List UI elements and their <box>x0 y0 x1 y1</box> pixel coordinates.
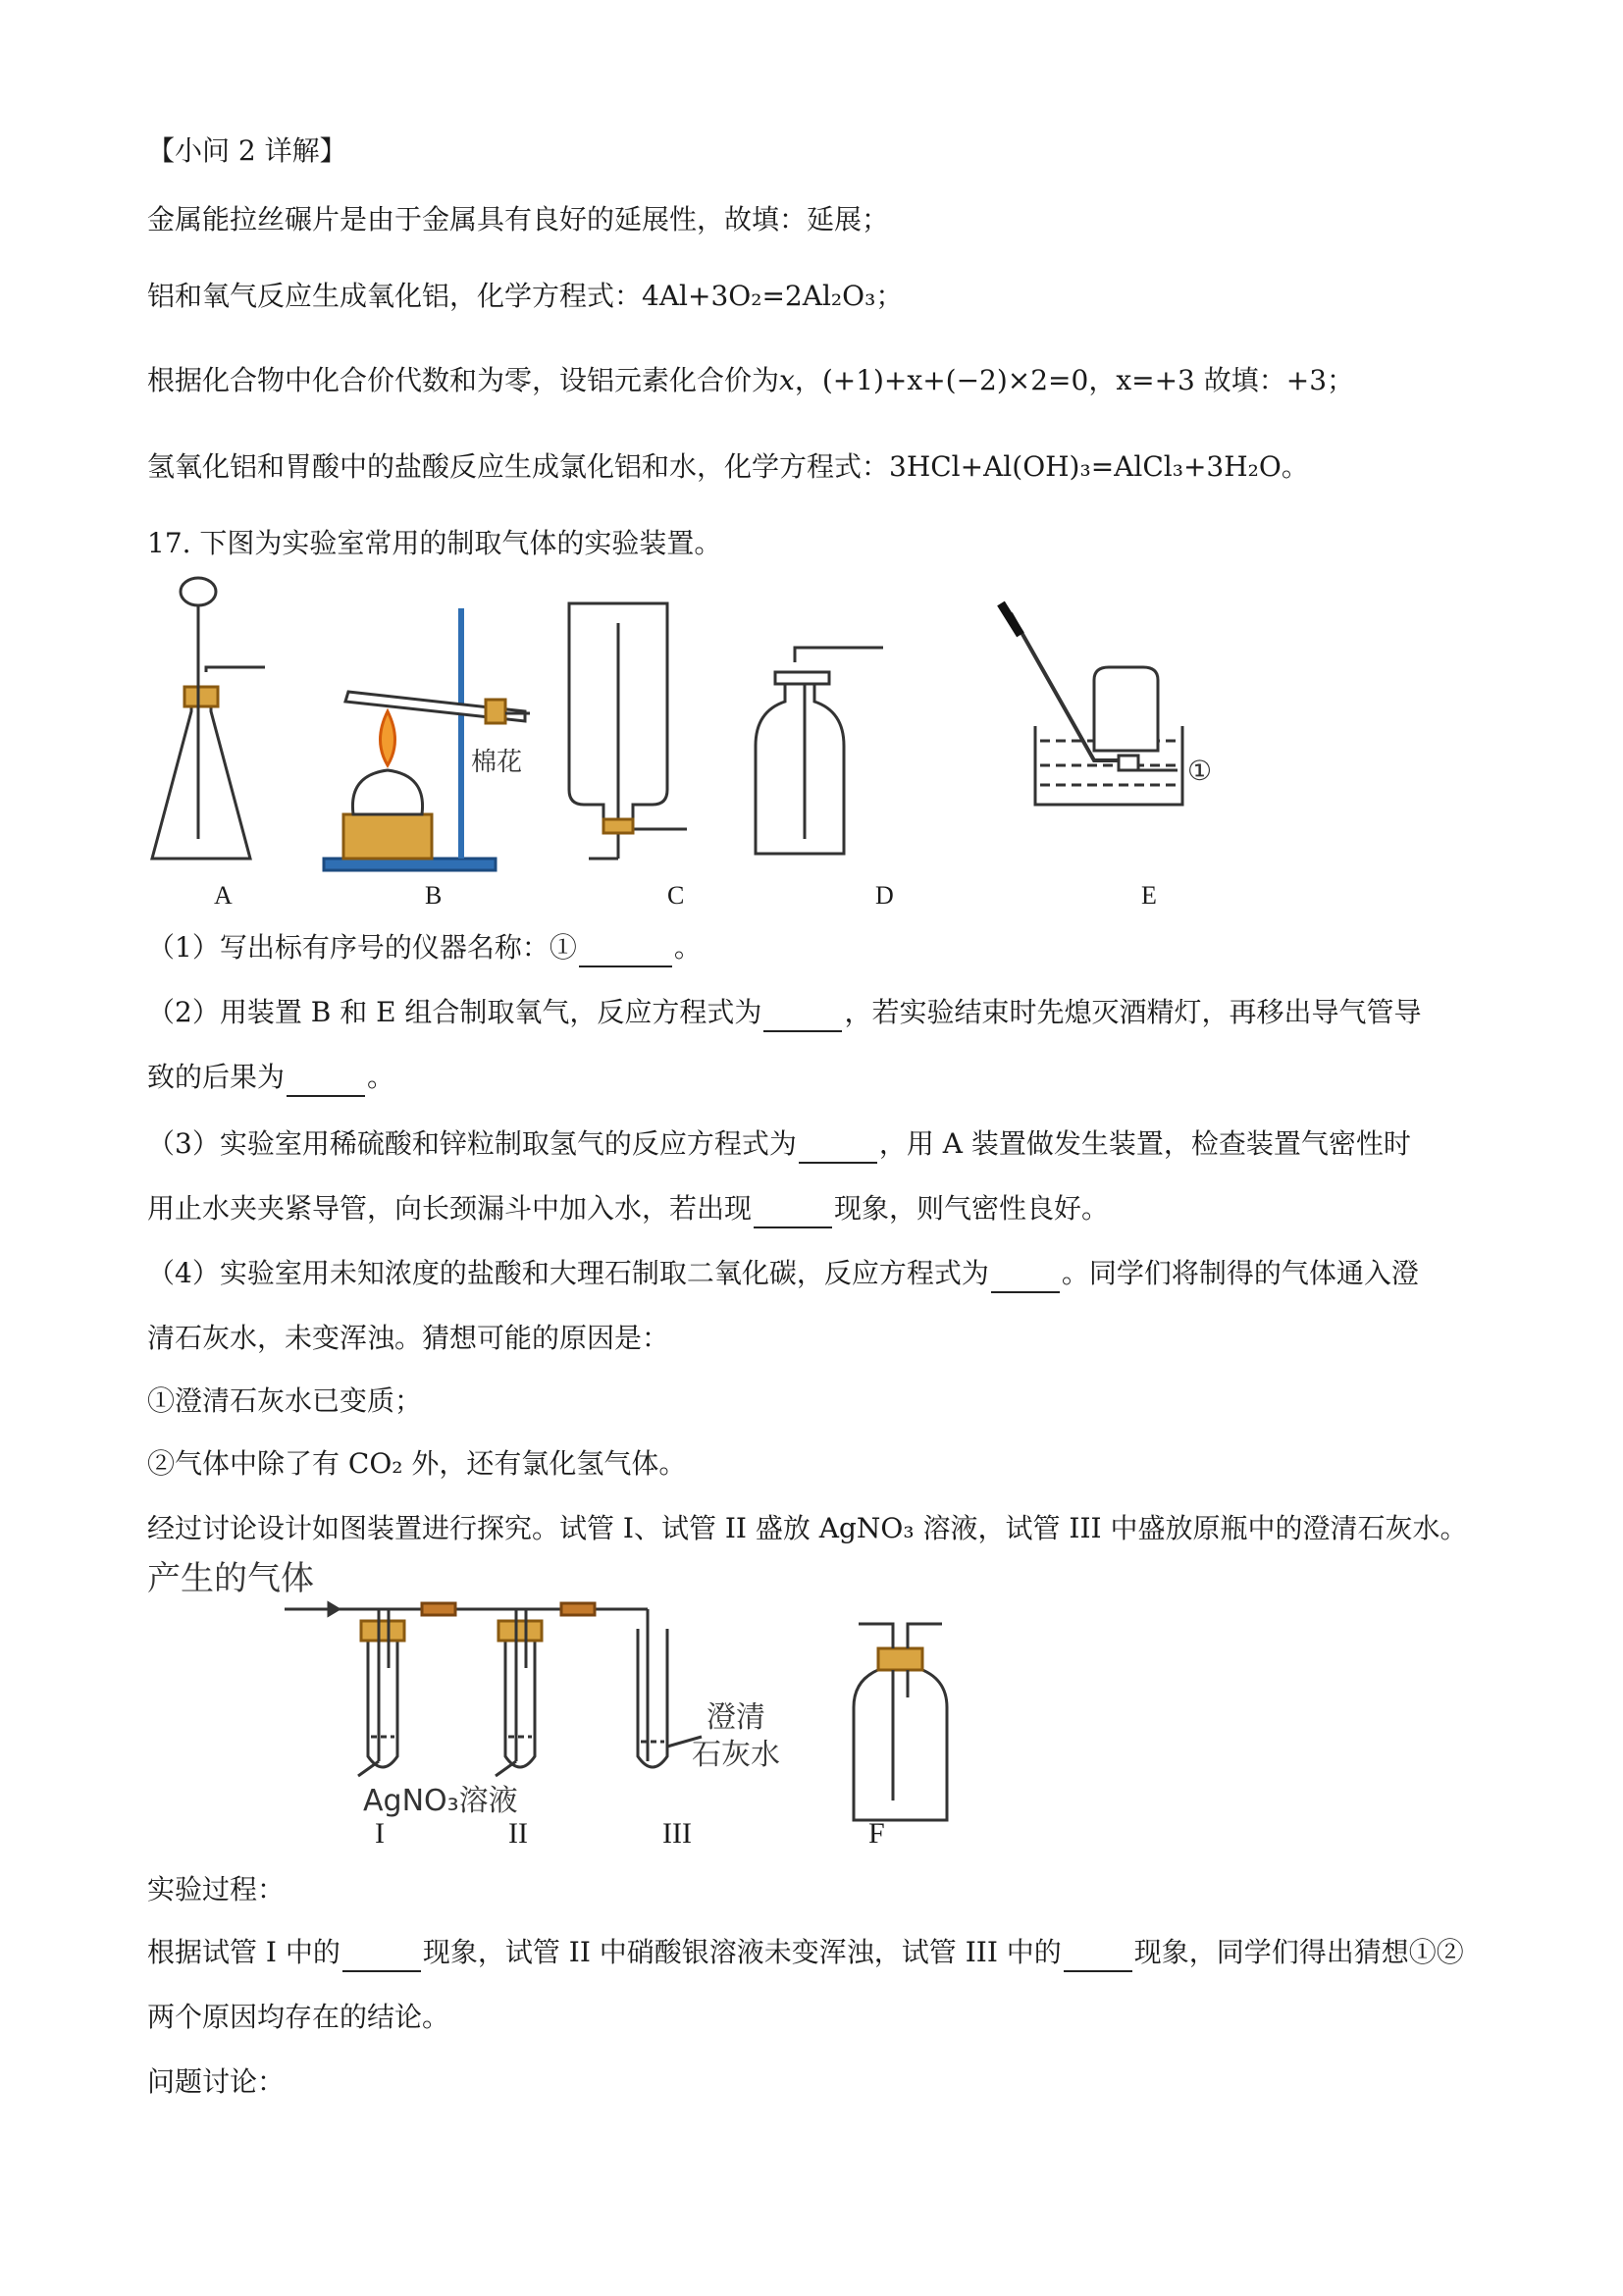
label-produced-gas: 产生的气体 <box>147 1559 314 1598</box>
question-17-title: 17. 下图为实验室常用的制取气体的实验装置。 <box>147 527 722 559</box>
label-cotton: 棉花 <box>471 748 523 777</box>
guess-2: ②气体中除了有 CO₂ 外，还有氯化氢气体。 <box>147 1447 687 1480</box>
fig1-label-b: B <box>425 881 443 910</box>
answer-blank-3b[interactable] <box>754 1197 832 1228</box>
paragraph-valence: 根据化合物中化合价代数和为零，设铝元素化合价为x，(+1)+x+(−2)×2=0，x=+3 故填：+3； <box>147 364 1355 396</box>
fig1-label-e: E <box>1141 881 1157 910</box>
paragraph-aluminum-oxide: 铝和氧气反应生成氧化铝，化学方程式：4Al+3O₂=2Al₂O₃； <box>147 280 904 312</box>
fig1-label-c: C <box>667 881 685 910</box>
apparatus-figure-1 <box>137 574 1266 927</box>
label-agno3-solution: AgNO₃溶液 <box>363 1784 518 1818</box>
subquestion-1: （1）写出标有序号的仪器名称：① 。 <box>147 928 702 967</box>
fig1-label-a: A <box>214 881 233 910</box>
apparatus-c-bottle <box>569 603 687 859</box>
apparatus-d-bottle <box>756 648 883 854</box>
subquestion-4-line-2: 清石灰水，未变浑浊。猜想可能的原因是： <box>147 1322 670 1354</box>
subquestion-2-line-2: 致的后果为 。 <box>147 1058 394 1097</box>
variable-x: x <box>779 364 795 396</box>
label-circle-1: ① <box>1187 755 1213 787</box>
fig2-label-ii: II <box>508 1817 528 1850</box>
subquestion-4-line-1: （4）实验室用未知浓度的盐酸和大理石制取二氧化碳，反应方程式为 。同学们将制得的气体通入澄 <box>147 1254 1419 1293</box>
apparatus-figure-2 <box>137 1560 1021 1854</box>
apparatus-b-heating <box>324 608 530 870</box>
answer-blank-2b[interactable] <box>287 1066 365 1097</box>
guess-1: ①澄清石灰水已变质； <box>147 1384 423 1417</box>
process-line-1: 根据试管 I 中的 现象，试管 II 中硝酸银溶液未变浑浊，试管 III 中的 现象，同学们得出猜想①② <box>147 1933 1464 1972</box>
label-limewater-1: 澄清 <box>707 1700 765 1735</box>
answer-blank-1[interactable] <box>579 936 672 967</box>
apparatus-e-trough <box>1001 603 1182 805</box>
subquestion-3-line-2: 用止水夹夹紧导管，向长颈漏斗中加入水，若出现 现象，则气密性良好。 <box>147 1189 1109 1228</box>
equation-al-oxide: 4Al+3O₂=2Al₂O₃； <box>642 280 904 312</box>
label-limewater-2: 石灰水 <box>692 1738 780 1772</box>
process-title: 实验过程： <box>147 1873 286 1905</box>
process-line-2: 两个原因均存在的结论。 <box>147 2001 450 2033</box>
paragraph-ductility: 金属能拉丝碾片是由于金属具有良好的延展性，故填：延展； <box>147 203 890 235</box>
paragraph-aluminum-hydroxide: 氢氧化铝和胃酸中的盐酸反应生成氯化铝和水，化学方程式：3HCl+Al(OH)₃=AlCl₃+3H₂O。 <box>147 450 1309 483</box>
answer-blank-5b[interactable] <box>1064 1941 1132 1972</box>
fig2-label-i: I <box>375 1817 385 1850</box>
apparatus-a-flask <box>152 578 265 859</box>
discussion-title: 问题讨论： <box>147 2065 286 2098</box>
answer-blank-3a[interactable] <box>799 1132 877 1164</box>
answer-blank-4a[interactable] <box>991 1262 1060 1293</box>
answer-blank-2a[interactable] <box>763 1001 842 1032</box>
equation-al-hydroxide: 3HCl+Al(OH)₃=AlCl₃+3H₂O。 <box>889 450 1309 483</box>
fig1-label-d: D <box>875 881 894 910</box>
fig2-label-iii: III <box>662 1817 692 1850</box>
subquestion-2-line-1: （2）用装置 B 和 E 组合制取氧气，反应方程式为 ，若实验结束时先熄灭酒精灯，再移出导气管导 <box>147 993 1421 1032</box>
section-heading: 【小问 2 详解】 <box>147 134 347 167</box>
subquestion-3-line-1: （3）实验室用稀硫酸和锌粒制取氢气的反应方程式为 ，用 A 装置做发生装置，检查装置气密性时 <box>147 1124 1411 1164</box>
fig2-label-f: F <box>868 1817 885 1850</box>
answer-blank-5a[interactable] <box>342 1941 421 1972</box>
design-description: 经过讨论设计如图装置进行探究。试管 I、试管 II 盛放 AgNO₃ 溶液，试管 III 中盛放原瓶中的澄清石灰水。 <box>147 1512 1468 1544</box>
equation-valence: ，(+1)+x+(−2)×2=0，x=+3 故填：+3； <box>794 364 1355 396</box>
